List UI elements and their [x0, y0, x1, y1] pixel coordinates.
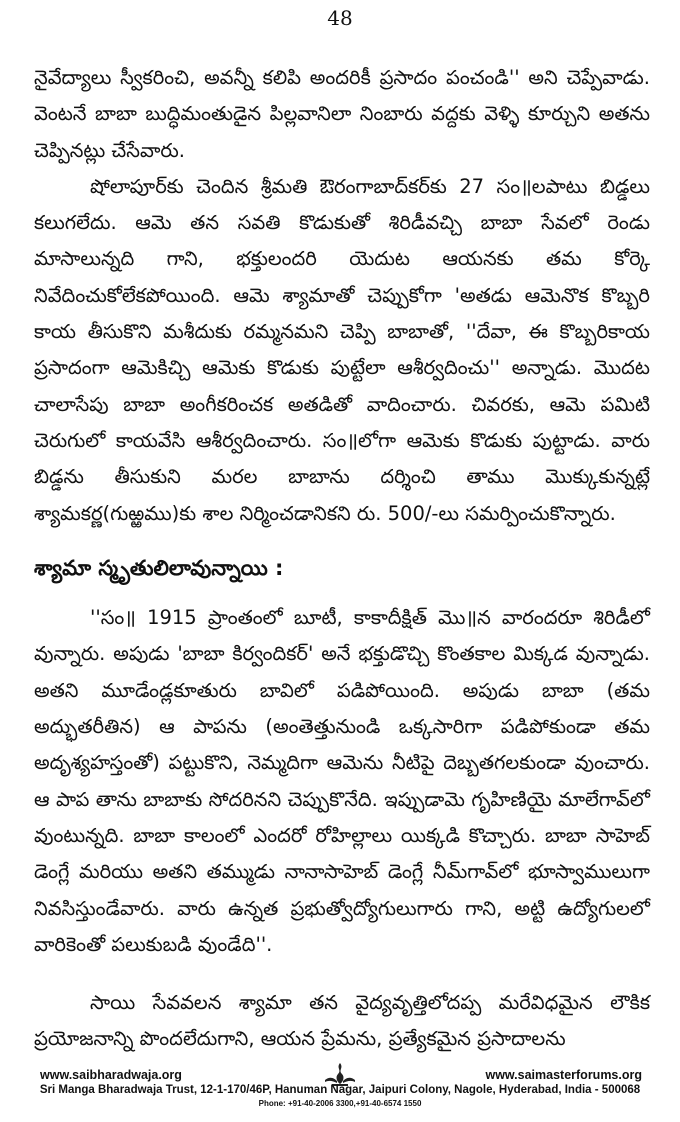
footer-site-right[interactable]: www.saimasterforums.org — [485, 1068, 642, 1082]
paragraph-continuation: నైవేద్యాలు స్వీకరించి, అవన్నీ కలిపి అందరికీ ప్రసాదం పంచండి'' అని చెప్పేవాడు. వెంటనే బాబా బుద్ధిమంతుడైన పిల్లవానిలా నింబారు వద్దకు వెళ్ళి కూర్చుని అతను చెప్పినట్లు చేసేవారు. — [34, 66, 650, 162]
paragraph-shyama-recollection: ''సం॥ 1915 ప్రాంతంలో బూటీ, కాకాదీక్షిత్ మొ॥న వారందరూ శిరిడీలో వున్నారు. అపుడు 'బాబా కిర్వందికర్' అనే భక్తుడొచ్చి కొంతకాల మిక్కడ వున్నాడు. అతని మూడేండ్లకూతురు బావిలో పడిపోయింది. అపుడు బాబా (తమ అద్భుతరీతిన) ఆ పాపను (అంతెత్తునుండి ఒక్కసారిగా పడిపోకుండా తమ అదృశ్యహస్తంతో) పట్టుకొని, నెమ్మదిగా ఆమెను నీటిపై దెబ్బతగలకుండా వుంచారు. ఆ పాప తాను బాబాకు సోదరినని చెప్పుకొనేది. ఇప్పుడామె గృహిణియై మాలేగావ్‌లో వుంటున్నది. బాబా కాలంలో ఎందరో రోహిల్లాలు యిక్కడి కొచ్చారు. బాబా సాహెబ్ డెంగ్లే మరియు అతని తమ్ముడు నానాసాహెబ్ డెంగ్లే నీమ్‌గావ్‌లో భూస్వాములుగా నివసిస్తుండేవారు. వారు ఉన్నత ప్రభుత్వోద్యోగులుగారు గాని, అట్టి ఉద్యోగులలో వారికెంతో పలుకుబడి వుండేది''. — [34, 606, 650, 956]
footer-site-left[interactable]: www.saibharadwaja.org — [40, 1068, 182, 1082]
page-footer — [0, 1062, 680, 1122]
footer-address: Sri Manga Bharadwaja Trust, 12-1-170/46P, Hanuman Nagar, Jaipuri Colony, Nagole, Hyderabad, India - 500068 — [39, 1084, 641, 1096]
paragraph-closing: సాయి సేవవలన శ్యామా తన వైద్యవృత్తిలోదప్ప మరేవిధమైన లౌకిక ప్రయోజనాన్ని పొందలేదుగాని, ఆయన ప్రేమను, ప్రత్యేకమైన ప్రసాదాలను — [34, 991, 650, 1051]
section-heading: శ్యామా స్మృతులిలావున్నాయి : — [34, 555, 284, 580]
paragraph-aurangabadkar-story: షోలాపూర్‌కు చెందిన శ్రీమతి ఔరంగాబాద్‌కర్‌కు 27 సం॥లపాటు బిడ్డలు కలుగలేదు. ఆమె తన సవతి కొడుకుతో శిరిడీవచ్చి బాబా సేవలో రెండు మాసాలున్నది గాని, భక్తులందరి యెదుట ఆయనకు తమ కోర్కె నివేదించుకోలేకపోయింది. ఆమె శ్యామాతో చెప్పుకోగా 'అతడు ఆమెనొక కొబ్బరి కాయ తీసుకొని మశీదుకు రమ్మనమని చెప్పి బాబాతో, ''దేవా, ఈ కొబ్బరికాయ ప్రసాదంగా ఆమెకిచ్చి ఆమెకు కొడుకు పుట్టేలా ఆశీర్వదించు'' అన్నాడు. మొదట చాలాసేపు బాబా అంగీకరించక అతడితో వాదించారు. చివరకు, ఆమె పమిటి చెరుగులో కాయవేసి ఆశీర్వదించారు. సం॥లోగా ఆమెకు కొడుకు పుట్టాడు. వారు బిడ్డను తీసుకుని మరల బాబాను దర్శించి తాము మొక్కుకున్నట్లే శ్యామకర్ణ(గుఱ్ఱము)కు శాల నిర్మించడానికని రు. 500/-లు సమర్పించుకొన్నారు. — [34, 174, 650, 525]
footer-phone: Phone: +91-40-2006 3300,+91-40-6574 1550 — [258, 1099, 422, 1108]
page-body — [34, 60, 650, 1058]
page-number: 48 — [327, 6, 353, 30]
